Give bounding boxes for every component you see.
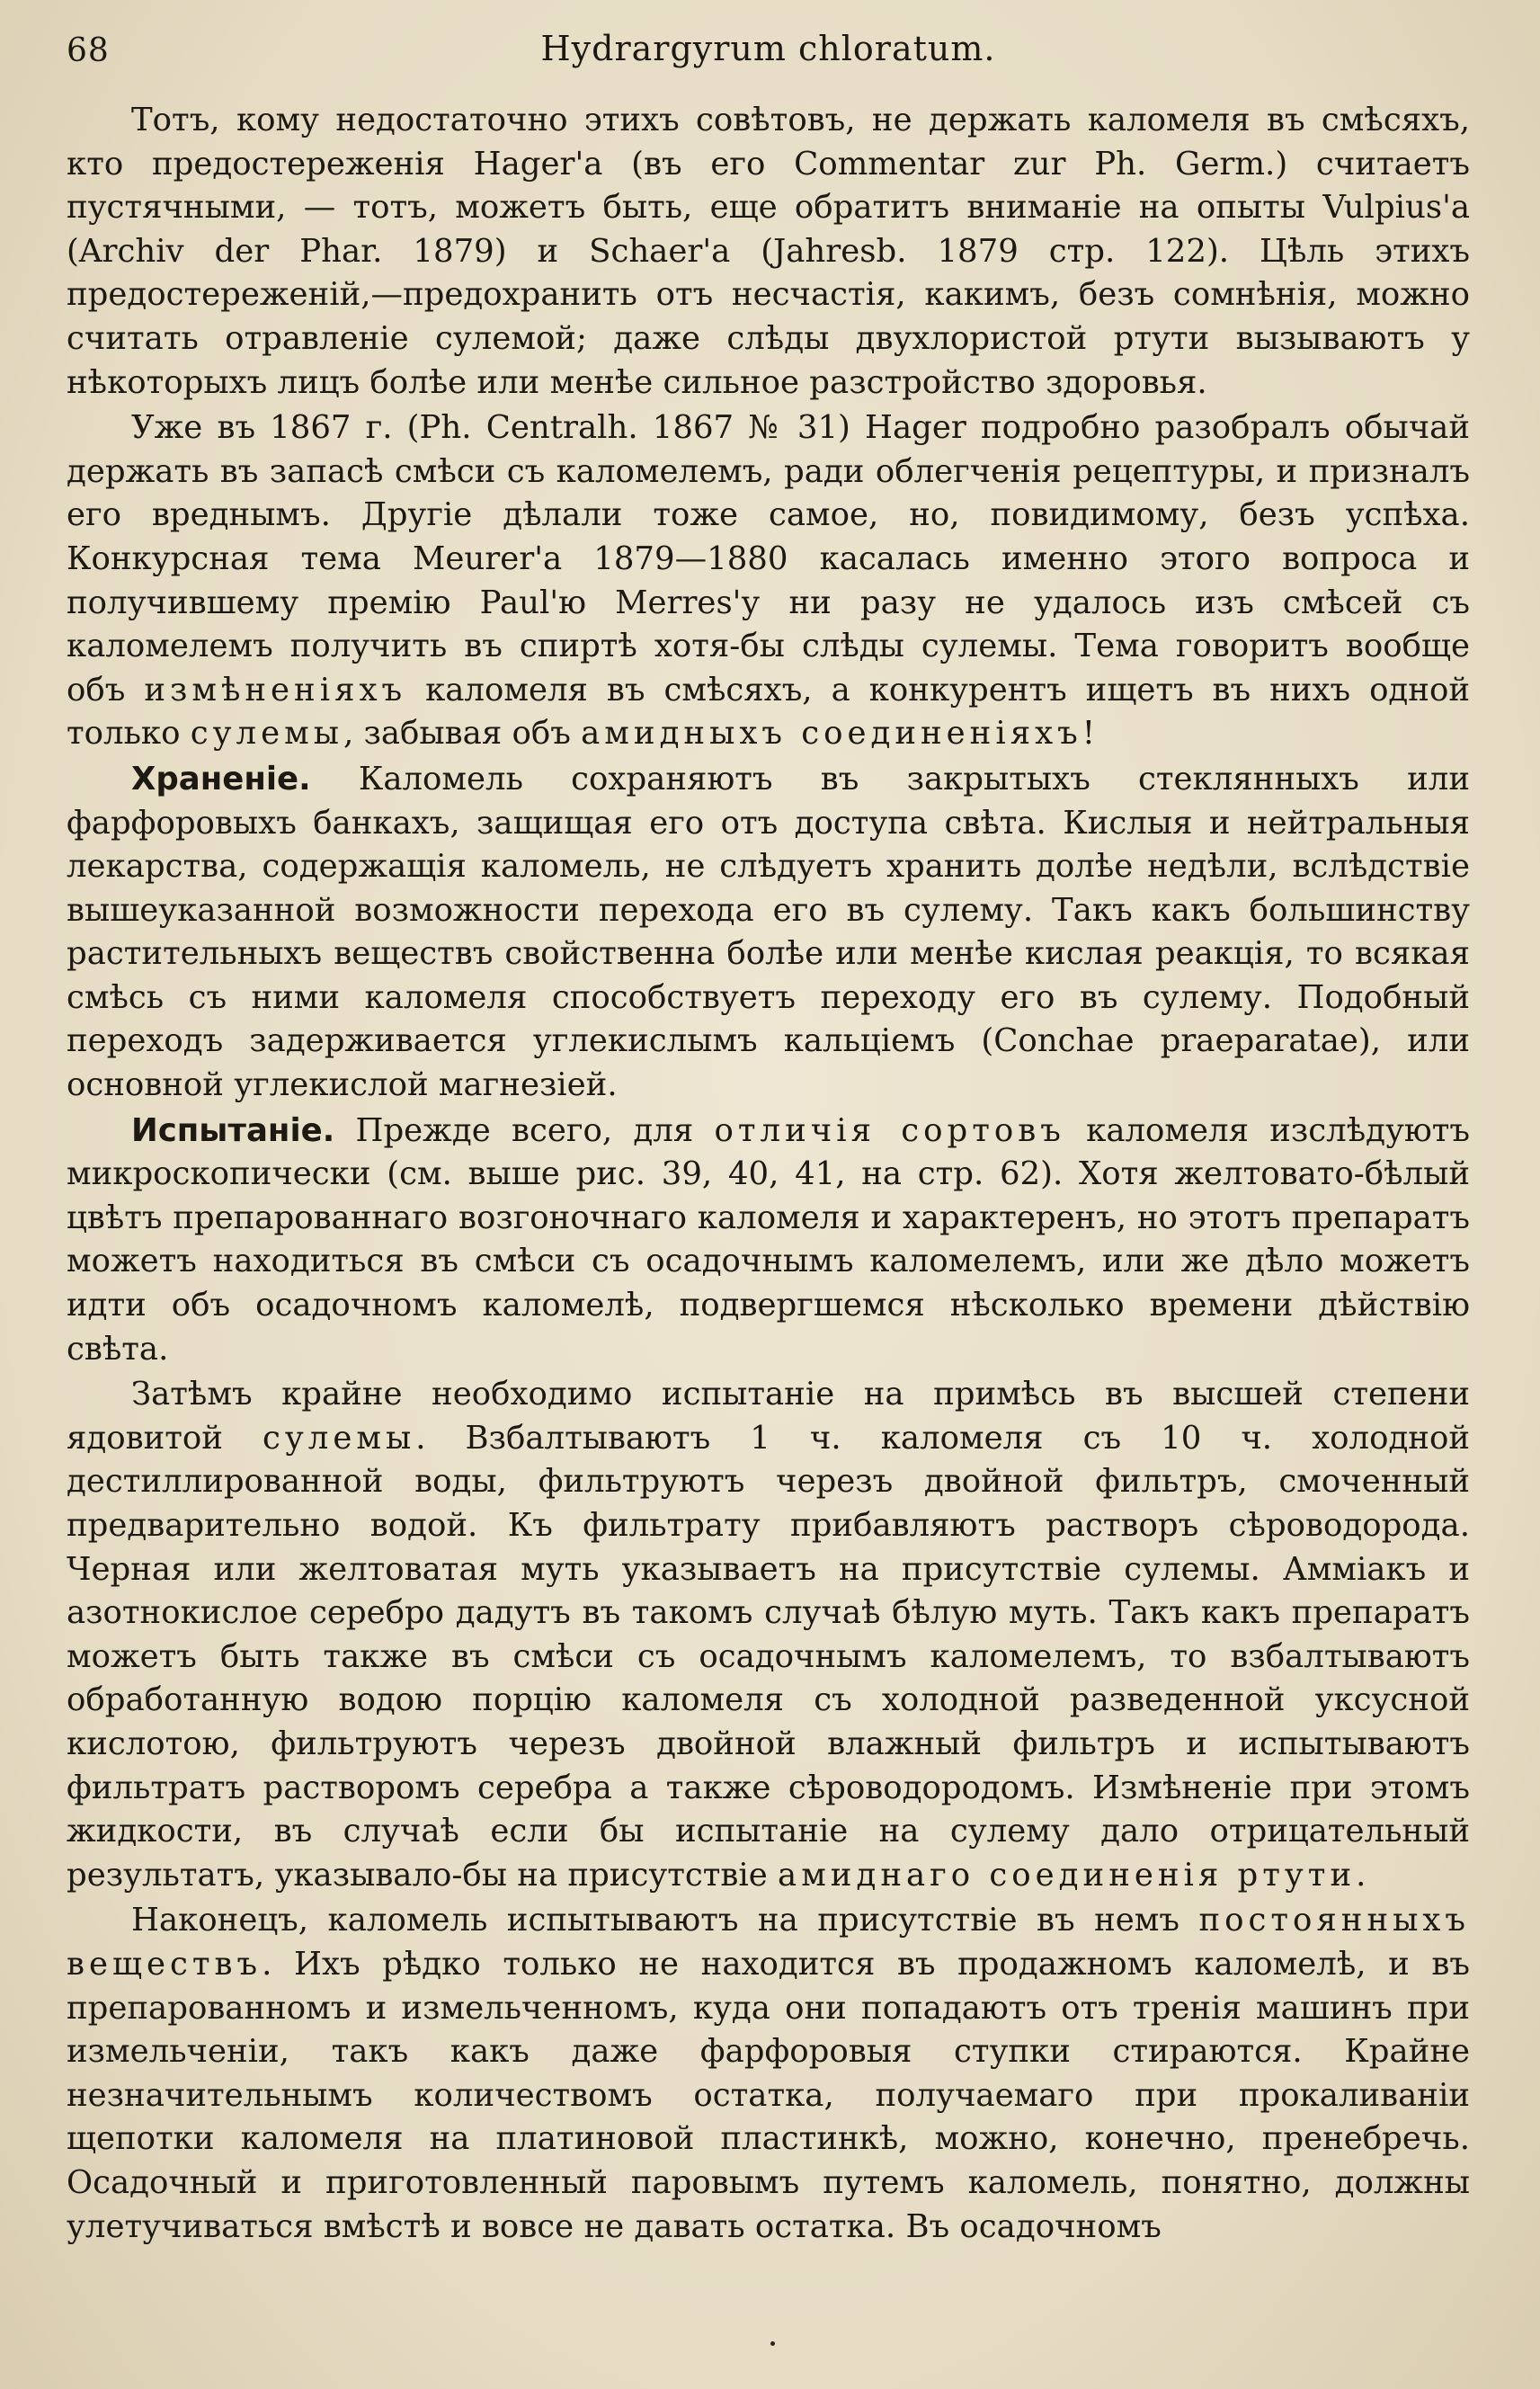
text-run: ! (1082, 715, 1095, 753)
text-run: Тотъ, кому недостаточно этихъ совѣтовъ, не держать каломеля въ смѣсяхъ, кто предостереженія Hager'а (въ его Commentar zur Ph. Germ.) считаетъ пустячными, — тотъ, можетъ быть, еще обратитъ вниманіе на опыты Vulpius'а (Archiv der Phar. 1879) и Schaer'а (Jahresb. 1879 стр. 122). Цѣль этихъ предостереженій,—предохранить отъ несчастія, какимъ, безъ сомнѣнія, можно считать отравленіе сулемой; даже слѣды двухлористой ртути вызываютъ у нѣкоторыхъ лицъ болѣе или менѣе сильное разстройство здоровья. (67, 102, 1470, 401)
paragraph-history (67, 406, 1470, 756)
text-run: . Ихъ рѣдко только не находится въ продажномъ каломелѣ, и въ препарованномъ и измельченномъ, куда они попадаютъ отъ тренія машинъ при измельченіи, такъ какъ даже фарфоровыя ступки стираются. Крайне незначительнымъ количествомъ остатка, получаемаго при прокаливаніи щепотки каломеля на платиновой пластинкѣ, можно, конечно, пренебречь. Осадочный и приготовленный паровымъ путемъ каломель, понятно, должны улетучиваться вмѣстѣ и вовсе не давать остатка. Въ осадочномъ (67, 1945, 1470, 2245)
paragraph-advice (67, 99, 1470, 405)
signature-dot (770, 2341, 775, 2346)
paragraph-storage (67, 758, 1470, 1108)
page-number: 68 (67, 32, 110, 69)
paragraph-testing (67, 1110, 1470, 1372)
spaced-emphasis: отличія сортовъ (714, 1111, 1065, 1149)
spaced-emphasis: постоянныхъ веществъ (67, 1902, 1470, 1983)
page-header (67, 0, 1470, 99)
text-run: Затѣмъ крайне необходимо испытаніе на примѣсь въ высшей степени ядовитой (67, 1376, 1470, 1457)
body-text (67, 99, 1470, 2249)
spaced-emphasis: сулемы (190, 715, 343, 753)
spaced-emphasis: измѣненіяхъ (144, 671, 407, 709)
text-run: Уже въ 1867 г. (Ph. Centralh. 1867 № 31) Hager подробно разобралъ обычай держать въ запасѣ смѣси съ каломелемъ, ради облегченія рецептуры, и призналъ его вреднымъ. Другіе дѣлали тоже самое, но, повидимому, безъ успѣха. Конкурсная тема Meurer'а 1879—1880 касалась именно этого вопроса и получившему премію Paul'ю Merres'у ни разу не удалось изъ смѣсей съ каломелемъ получить въ спиртѣ хотя-бы слѣды сулемы. Тема говоритъ вообще объ (67, 409, 1470, 709)
text-run: Каломель сохраняютъ въ закрытыхъ стеклянныхъ или фарфоровыхъ банкахъ, защищая его отъ доступа свѣта. Кислыя и нейтральныя лекарства, содержащія каломель, не слѣдуетъ хранить долѣе недѣли, вслѣдствіе вышеуказанной возможности перехода его въ сулему. Такъ какъ большинству растительныхъ веществъ свойственна болѣе или менѣе кислая реакція, то всякая смѣсь съ ними каломеля способствуетъ переходу его въ сулему. Подобный переходъ задерживается углекислымъ кальціемъ (Conchae praeparatae), или основной углекислой магнезіей. (67, 760, 1470, 1104)
spaced-emphasis: амиднаго соединенія ртути (778, 1856, 1357, 1894)
spaced-emphasis: амидныхъ соединеніяхъ (581, 715, 1082, 753)
text-run: каломеля въ смѣсяхъ, а конкурентъ ищетъ въ нихъ одной только (67, 671, 1470, 753)
text-run: , забывая объ (343, 715, 582, 753)
text-run: Прежде всего, для (334, 1111, 715, 1149)
section-heading-storage: Храненіе. (131, 760, 311, 798)
paragraph-residue-test (67, 1899, 1470, 2249)
text-run: каломеля изслѣдуютъ микроскопически (см. выше рис. 39, 40, 41, на стр. 62). Хотя желтовато-бѣлый цвѣтъ препарованнаго возгоночнаго каломеля и характеренъ, но этотъ препаратъ можетъ находиться въ смѣси съ осадочнымъ каломелемъ, или же дѣло можетъ идти объ осадочномъ каломелѣ, подвергшемся нѣсколько времени дѣйствію свѣта. (67, 1111, 1471, 1368)
text-run: . (1356, 1856, 1366, 1894)
text-run: Наконецъ, каломель испытываютъ на присутствіе въ немъ (131, 1902, 1199, 1939)
running-title: Hydrargyrum chloratum. (540, 29, 996, 68)
spaced-emphasis: сулемы (263, 1419, 416, 1457)
section-heading-testing: Испытаніе. (131, 1111, 335, 1149)
paragraph-sublimate-test (67, 1373, 1470, 1897)
text-run: . Взбалтываютъ 1 ч. каломеля съ 10 ч. холодной дестиллированной воды, фильтруютъ черезъ двойной фильтръ, смоченный предварительно водой. Къ фильтрату прибавляютъ растворъ сѣроводорода. Черная или желтоватая муть указываетъ на присутствіе сулемы. Амміакъ и азотнокислое серебро дадутъ въ такомъ случаѣ бѣлую муть. Такъ какъ препаратъ можетъ быть также въ смѣси съ осадочнымъ каломелемъ, то взбалтываютъ обработанную водою порцію каломеля съ холодной разведенной уксусной кислотою, фильтруютъ черезъ двойной влажный фильтръ и испытываютъ фильтратъ растворомъ серебра а также сѣроводородомъ. Измѣненіе при этомъ жидкости, въ случаѣ если бы испытаніе на сулему дало отрицательный результатъ, указывало-бы на присутствіе (67, 1419, 1471, 1894)
